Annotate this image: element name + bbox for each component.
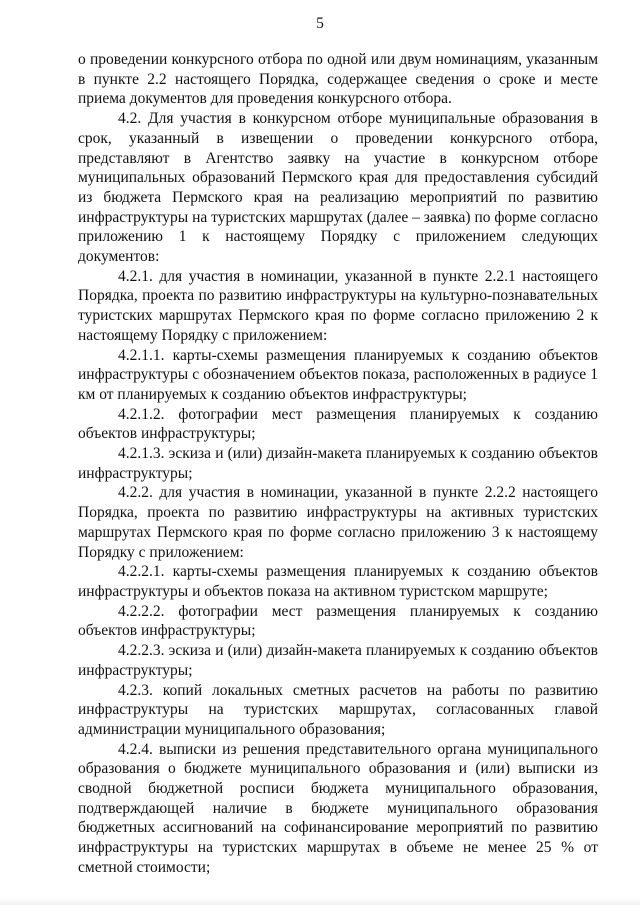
paragraph-4-2-2-3: 4.2.2.3. эскиза и (или) дизайн-макета планируемых к созданию объектов инфраструктуры; [78,642,598,679]
paragraph-4-2-1: 4.2.1. для участия в номинации, указанной в пункте 2.2.1 настоящего Порядка, проекта по развитию инфраструктуры на культурно-познавательных туристских маршрутах Пермского края по форме согласно приложению 2 к настоящему Порядку с приложением: [78,267,598,344]
paragraph-4-2-1-3: 4.2.1.3. эскиза и (или) дизайн-макета планируемых к созданию объектов инфраструктуры; [78,445,598,482]
paragraph-4-2-3: 4.2.3. копий локальных сметных расчетов на работы по развитию инфраструктуры на туристских маршрутах, согласованных главой администрации муниципального образования; [78,681,598,738]
paragraph-4-2-2: 4.2.2. для участия в номинации, указанной в пункте 2.2.2 настоящего Порядка, проекта по развитию инфраструктуры на активных туристских маршрутах Пермского края по форме согласно приложению 3 к настоящему Порядку с приложением: [78,484,598,561]
paragraph-4-2-2-2: 4.2.2.2. фотографии мест размещения планируемых к созданию объектов инфраструктуры; [78,602,598,640]
scan-edge [0,898,640,905]
paragraph-4-2-1-1: 4.2.1.1. карты-схемы размещения планируемых к созданию объектов инфраструктуры с обозначением объектов показа, расположенных в радиусе 1 км от планируемых к созданию объектов инфраструктуры; [78,346,598,403]
document-body [78,50,598,878]
paragraph-4-2-4: 4.2.4. выписки из решения представительного органа муниципального образования о бюджете муниципального образования и (или) выписки из сводной бюджетной росписи бюджета муниципального образования, подтверждающей наличие в бюджете муниципального образования бюджетных ассигнований на софинансирование мероприятий по развитию инфраструктуры на туристских маршрутах в объеме не менее 25 % от сметной стоимости; [78,740,598,876]
paragraph-4-2-1-2: 4.2.1.2. фотографии мест размещения планируемых к созданию объектов инфраструктуры; [78,405,598,443]
paragraph-4-2: 4.2. Для участия в конкурсном отборе муниципальные образования в срок, указанный в извещении о проведении конкурсного отбора, представляют в Агентство заявку на участие в конкурсном отборе муниципальных образований Пермского края для предоставления субсидий из бюджета Пермского края на реализацию мероприятий по развитию инфраструктуры на туристских маршрутах (далее – заявка) по форме согласно приложению 1 к настоящему Порядку с приложением следующих документов: [78,110,598,266]
page-number: 5 [316,15,324,32]
paragraph-continuation: о проведении конкурсного отбора по одной или двум номинациям, указанным в пункте 2.2 настоящего Порядка, содержащее сведения о сроке и месте приема документов для проведения конкурсного отбора. [78,51,598,108]
paragraph-4-2-2-1: 4.2.2.1. карты-схемы размещения планируемых к созданию объектов инфраструктуры и объектов показа на активном туристском маршруте; [78,563,598,600]
